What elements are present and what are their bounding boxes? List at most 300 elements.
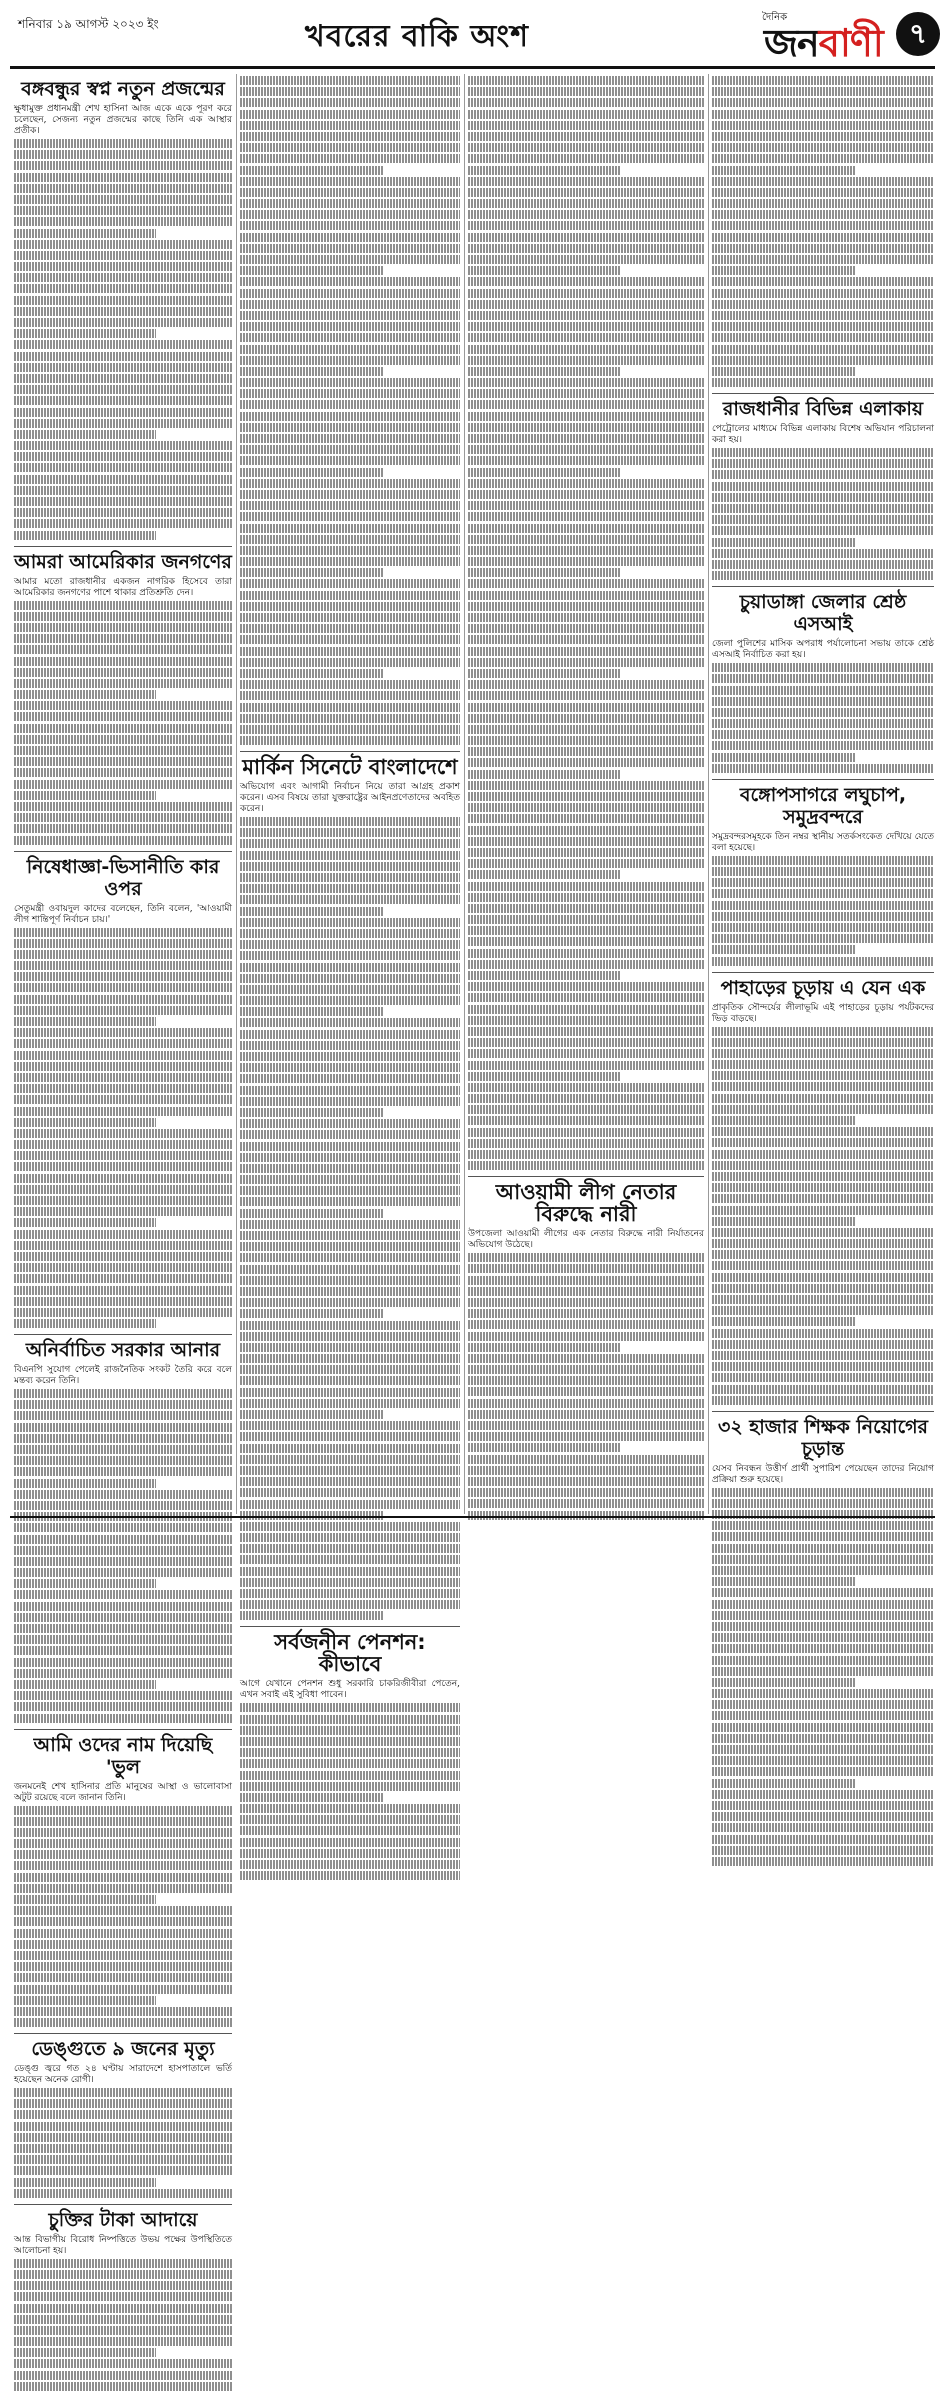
body-text-line <box>14 2281 232 2290</box>
body-text-line <box>14 430 156 439</box>
body-text-line <box>468 982 704 991</box>
body-text-line <box>240 691 460 700</box>
body-text-line <box>14 419 232 428</box>
body-text-line <box>14 1951 232 1960</box>
story <box>712 977 934 1405</box>
body-text-line <box>712 121 934 130</box>
body-text-line <box>240 951 460 960</box>
body-text-line <box>468 624 704 633</box>
body-text-line <box>14 1895 156 1904</box>
body-text-line <box>14 2326 232 2335</box>
body-text-line <box>712 1284 934 1293</box>
story <box>14 2209 232 2391</box>
body-text-line <box>240 1838 460 1847</box>
story-lead: আমার মতো রাজধানীর একজন নাগরিক হিসেবে তারা আমেরিকার জনগণের পাশে থাকার প্রতিশ্রুতি দেন। <box>14 576 232 598</box>
body-text-line <box>240 568 383 577</box>
body-text-line <box>240 1063 460 1072</box>
body-text-line <box>14 712 232 721</box>
page-header <box>10 8 935 69</box>
body-text-line <box>712 1756 934 1765</box>
body-text-line <box>240 490 460 499</box>
body-text-line <box>712 289 934 298</box>
body-text-line <box>240 884 460 893</box>
body-text-line <box>240 445 460 454</box>
body-text-line <box>14 2133 232 2142</box>
body-text-line <box>468 1253 704 1262</box>
body-text-line <box>712 1373 934 1382</box>
body-text-line <box>14 497 232 506</box>
body-text-line <box>14 486 232 495</box>
body-text-line <box>712 1082 934 1091</box>
body-text-line <box>14 1590 232 1599</box>
body-text-line <box>712 878 934 887</box>
body-text-line <box>240 1074 460 1083</box>
body-text-line <box>468 188 704 197</box>
body-text-line <box>14 2189 232 2198</box>
body-text-line <box>468 535 704 544</box>
body-text-line <box>240 311 460 320</box>
body-text-line <box>240 940 460 949</box>
body-text-line <box>712 934 934 943</box>
body-text-line <box>14 679 232 688</box>
body-text-line <box>14 2099 232 2108</box>
body-text-line <box>712 166 856 175</box>
body-text-line <box>712 1217 856 1226</box>
body-text-line <box>14 1162 232 1171</box>
body-text-line <box>14 475 232 484</box>
body-text-line <box>468 1332 704 1341</box>
body-text-line <box>240 647 460 656</box>
body-text-line <box>240 1332 460 1341</box>
body-text-line <box>712 1801 934 1810</box>
body-text-line <box>14 802 232 811</box>
body-text-line <box>468 1499 704 1508</box>
headline: পাহাড়ের চূড়ায় এ যেন এক <box>720 976 926 999</box>
body-text-line <box>468 1466 704 1475</box>
body-text-line <box>14 2110 232 2119</box>
headline: রাজধানীর বিভিন্ন এলাকায় <box>722 398 924 421</box>
story <box>468 1181 704 1519</box>
body-text-line <box>468 333 704 342</box>
body-text-line <box>14 206 232 215</box>
story-lead: প্রাকৃতিক সৌন্দর্যের লীলাভূমি এই পাহাড়ের চূড়ায় পর্যটকদের ভিড় বাড়ছে। <box>712 1002 934 1024</box>
body-text-line <box>712 1734 934 1743</box>
body-text-line <box>712 1790 934 1799</box>
body-text-line <box>240 1220 460 1229</box>
body-text-line <box>712 448 934 457</box>
body-text-line <box>712 901 934 910</box>
body-text-line <box>468 1264 704 1273</box>
body-text-line <box>240 1432 460 1441</box>
body-text-line <box>240 132 460 141</box>
body-text-line <box>14 217 232 226</box>
body-text-line <box>712 1362 934 1371</box>
body-text-line <box>240 1007 383 1016</box>
body-text-line <box>14 2359 232 2368</box>
body-text-line <box>712 1027 934 1036</box>
body-text-line <box>240 1018 460 1027</box>
body-text-line <box>14 1051 232 1060</box>
body-text-line <box>14 1129 232 1138</box>
body-text-line <box>14 1319 156 1328</box>
body-text-line <box>240 289 460 298</box>
body-text-line <box>14 1602 232 1611</box>
body-text-line <box>240 1826 460 1835</box>
body-text-line <box>240 1354 460 1363</box>
body-text-line <box>712 515 934 524</box>
story <box>240 76 460 745</box>
body-text-line <box>14 1691 232 1700</box>
body-text-line <box>468 635 704 644</box>
body-text-line <box>240 1343 460 1352</box>
body-text-line <box>14 601 232 610</box>
body-text-line <box>14 1274 232 1283</box>
body-text-line <box>712 378 934 387</box>
body-text-line <box>712 470 934 479</box>
body-text-line <box>468 1376 704 1385</box>
body-text-line <box>14 657 232 666</box>
body-text-line <box>240 501 460 510</box>
body-text-line <box>468 1387 704 1396</box>
body-text-line <box>14 1286 232 1295</box>
body-text-line <box>240 378 460 387</box>
body-text-line <box>240 1555 460 1564</box>
body-text-line <box>240 1804 460 1813</box>
body-text-line <box>240 1253 460 1262</box>
column-3 <box>468 74 704 1514</box>
body-text-line <box>468 154 704 163</box>
body-text-line <box>468 669 621 678</box>
body-text-line <box>14 612 232 621</box>
body-text-line <box>14 2018 232 2027</box>
story <box>712 784 934 966</box>
story-lead: আন্ত বিভাগীয় বিরোধ নিষ্পত্তিতে উভয় পক্ষের উপস্থিতিতে আলোচনা হয়। <box>14 2234 232 2256</box>
story-lead: ডেঙ্গু জ্বরে গত ২৪ ঘণ্টায় সারাদেশে হাসপাতালে ভর্তি হয়েছেন অনেক রোগী। <box>14 2064 232 2086</box>
body-text-line <box>240 221 460 230</box>
body-text-line <box>712 221 934 230</box>
column-1 <box>14 74 232 2256</box>
body-text-line <box>14 1884 232 1893</box>
body-text-line <box>468 322 704 331</box>
body-text-line <box>14 441 232 450</box>
body-text-line <box>712 1667 934 1676</box>
body-text-line <box>14 1389 232 1398</box>
body-text-line <box>712 1566 934 1575</box>
body-text-line <box>14 813 232 822</box>
body-text-line <box>14 1861 232 1870</box>
body-text-line <box>14 1174 232 1183</box>
body-text-line <box>468 579 704 588</box>
body-text-line <box>468 501 704 510</box>
body-text-line <box>240 725 460 734</box>
body-text-line <box>712 188 934 197</box>
body-text-line <box>712 199 934 208</box>
body-text-line <box>14 1702 232 1711</box>
body-text-line <box>712 560 934 569</box>
body-text-line <box>14 352 232 361</box>
body-text-line <box>14 1434 232 1443</box>
body-text-line <box>240 121 460 130</box>
body-text-line <box>468 602 704 611</box>
body-text-line <box>14 508 232 517</box>
body-text-line <box>240 1589 460 1598</box>
body-text-line <box>14 385 232 394</box>
body-text-line <box>712 87 934 96</box>
body-text-line <box>240 1544 460 1553</box>
body-text-line <box>712 889 934 898</box>
body-text-line <box>240 546 460 555</box>
body-text-line <box>240 669 383 678</box>
body-text-line <box>14 1456 232 1465</box>
story-lead: ক্ষুধামুক্ত প্রধানমন্ত্রী শেখ হাসিনা আজ একে একে পূরণ করে চলেছেন, সেজন্য নতুন প্রজন্মের কাছে তিনি এক আস্থার প্রতীক। <box>14 104 232 136</box>
body-text-line <box>468 1511 704 1520</box>
body-text-line <box>468 76 704 85</box>
headline: আওয়ামী লীগ নেতার বিরুদ্ধে নারী <box>495 1180 677 1227</box>
headline: বঙ্গবন্ধুর স্বপ্ন নতুন প্রজন্মের <box>21 78 225 100</box>
body-text-line <box>712 1611 934 1620</box>
headline: সর্বজনীন পেনশন: কীভাবে <box>274 1630 426 1677</box>
body-text-line <box>712 549 934 558</box>
body-text-line <box>240 1421 460 1430</box>
body-text-line <box>240 1849 460 1858</box>
body-text-line <box>712 1273 934 1282</box>
body-text-line <box>14 173 232 182</box>
body-text-line <box>240 1533 460 1542</box>
body-text-line <box>240 918 460 927</box>
body-text-line <box>14 1714 232 1723</box>
body-text-line <box>240 613 460 622</box>
body-text-line <box>14 690 156 699</box>
body-text-line <box>712 1206 934 1215</box>
body-text-line <box>14 1479 156 1488</box>
body-text-line <box>14 701 232 710</box>
body-text-line <box>712 1812 934 1821</box>
body-text-line <box>14 1839 232 1848</box>
body-text-line <box>14 2122 232 2131</box>
body-text-line <box>712 856 934 865</box>
body-text-line <box>14 757 232 766</box>
body-text-line <box>240 1030 460 1039</box>
body-text-line <box>14 983 232 992</box>
body-text-line <box>240 210 460 219</box>
body-text-line <box>712 1779 856 1788</box>
body-text-line <box>468 826 704 835</box>
body-text-line <box>468 1287 704 1296</box>
body-text-line <box>468 647 704 656</box>
body-text-line <box>240 1793 383 1802</box>
body-text-line <box>14 452 232 461</box>
body-text-line <box>468 311 704 320</box>
body-text-line <box>712 1555 934 1564</box>
body-text-line <box>468 691 704 700</box>
body-text-line <box>240 1142 460 1151</box>
body-text-line <box>712 753 856 762</box>
body-text-line <box>14 645 232 654</box>
body-text-line <box>468 714 704 723</box>
masthead-logo: দৈনিক জনবাণী ৭ <box>754 8 944 62</box>
body-text-line <box>468 1061 704 1070</box>
body-text-line <box>712 1499 934 1508</box>
body-text-line <box>468 1094 704 1103</box>
body-text-line <box>468 356 704 365</box>
body-text-line <box>468 1116 704 1125</box>
story-lead: জনমনেই শেখ হাসিনার প্রতি মানুষের আস্থা ও ভালোবাসা অটুট রয়েছে বলে জানান তিনি। <box>14 1781 232 1803</box>
body-text-line <box>14 2371 232 2380</box>
body-text-line <box>468 479 704 488</box>
body-text-line <box>240 1715 460 1724</box>
story <box>712 76 934 387</box>
body-text-line <box>14 2007 232 2016</box>
body-text-line <box>240 1265 460 1274</box>
body-text-line <box>240 1175 460 1184</box>
body-text-line <box>468 792 704 801</box>
body-text-line <box>14 1185 232 1194</box>
body-text-line <box>240 963 460 972</box>
body-text-line <box>240 1209 383 1218</box>
story-lead: আগে যেখানে পেনশন শুধু সরকারি চাকরিজীবীরা পেতেন, এখন সবাই এই সুবিধা পাবেন। <box>240 1679 460 1701</box>
body-text-line <box>14 240 232 249</box>
body-text-line <box>468 658 704 667</box>
body-text-line <box>712 1071 934 1080</box>
body-text-line <box>712 110 934 119</box>
body-text-line <box>14 519 232 528</box>
body-text-line <box>14 2155 232 2164</box>
body-text-line <box>468 378 704 387</box>
body-text-line <box>14 1535 232 1544</box>
body-text-line <box>712 1588 934 1597</box>
story <box>468 76 704 1170</box>
body-text-line <box>468 166 621 175</box>
body-text-line <box>14 2292 232 2301</box>
body-text-line <box>240 1771 460 1780</box>
body-text-line <box>468 747 704 756</box>
body-text-line <box>14 296 232 305</box>
body-text-line <box>712 1172 934 1181</box>
headline: মার্কিন সিনেটে বাংলাদেশে <box>242 755 458 780</box>
body-text-line <box>712 1723 934 1732</box>
body-text-line <box>14 340 232 349</box>
body-text-line <box>712 1396 934 1405</box>
body-text-line <box>14 1151 232 1160</box>
story <box>240 1631 460 1880</box>
body-text-line <box>240 1455 460 1464</box>
body-text-line <box>468 882 704 891</box>
body-text-line <box>240 333 460 342</box>
body-text-line <box>468 143 704 152</box>
body-text-line <box>712 1161 934 1170</box>
body-text-line <box>712 1857 934 1866</box>
body-text-line <box>468 1072 621 1081</box>
body-text-line <box>240 367 383 376</box>
body-text-line <box>240 1815 460 1824</box>
body-text-line <box>712 1745 934 1754</box>
body-text-line <box>14 724 232 733</box>
body-text-line <box>468 456 704 465</box>
body-text-line <box>14 1817 232 1826</box>
body-text-line <box>468 389 704 398</box>
body-text-line <box>240 434 460 443</box>
body-text-line <box>468 758 704 767</box>
body-text-line <box>712 945 856 954</box>
body-text-line <box>14 1423 232 1432</box>
body-text-line <box>712 1228 934 1237</box>
body-text-line <box>468 949 704 958</box>
body-text-line <box>468 1477 704 1486</box>
body-text-line <box>240 1242 460 1251</box>
body-text-line <box>468 1421 704 1430</box>
body-text-line <box>468 613 704 622</box>
body-text-line <box>240 1164 460 1173</box>
body-text-line <box>240 714 460 723</box>
body-text-line <box>712 730 934 739</box>
body-text-line <box>240 862 460 871</box>
body-text-line <box>712 867 934 876</box>
body-text-line <box>14 768 232 777</box>
body-text-line <box>712 504 934 513</box>
body-text-line <box>14 1308 232 1317</box>
body-text-line <box>14 939 232 948</box>
body-text-line <box>240 907 383 916</box>
headline: ডেঙ্গুতে ৯ জনের মৃত্যু <box>31 2038 215 2061</box>
body-text-line <box>14 463 232 472</box>
body-text-line <box>468 591 704 600</box>
body-text-line <box>240 579 460 588</box>
body-text-line <box>468 345 704 354</box>
body-text-line <box>468 859 704 868</box>
body-text-line <box>712 1351 934 1360</box>
body-text-line <box>712 154 934 163</box>
body-text-line <box>240 602 460 611</box>
body-text-line <box>14 1624 232 1633</box>
body-text-line <box>14 184 232 193</box>
body-text-line <box>240 188 460 197</box>
body-text-line <box>14 2304 232 2313</box>
body-text-line <box>240 1703 460 1712</box>
body-text-line <box>468 568 621 577</box>
body-text-line <box>240 1748 460 1757</box>
story <box>14 551 232 845</box>
body-text-line <box>240 300 460 309</box>
body-text-line <box>712 1689 934 1698</box>
body-text-line <box>712 1038 934 1047</box>
body-text-line <box>468 1309 704 1318</box>
body-text-line <box>240 1186 460 1195</box>
body-text-line <box>468 110 704 119</box>
body-text-line <box>712 493 934 502</box>
body-text-line <box>14 1523 232 1532</box>
headline: অনির্বাচিত সরকার আনার <box>25 1339 221 1362</box>
body-text-line <box>14 2166 232 2175</box>
body-text-line <box>240 895 460 904</box>
body-text-line <box>468 870 621 879</box>
body-text-line <box>240 996 460 1005</box>
body-text-line <box>468 221 704 230</box>
body-text-line <box>712 1116 856 1125</box>
body-text-line <box>240 1365 460 1374</box>
body-text-line <box>14 1252 232 1261</box>
body-text-line <box>712 1532 934 1541</box>
body-text-line <box>14 150 232 159</box>
body-text-line <box>14 1613 232 1622</box>
body-text-line <box>240 479 460 488</box>
body-text-line <box>468 557 704 566</box>
body-text-line <box>712 1846 934 1855</box>
body-text-line <box>712 912 934 921</box>
body-text-line <box>468 1410 704 1419</box>
body-text-line <box>468 468 621 477</box>
body-text-line <box>240 1410 383 1419</box>
body-text-line <box>240 929 460 938</box>
